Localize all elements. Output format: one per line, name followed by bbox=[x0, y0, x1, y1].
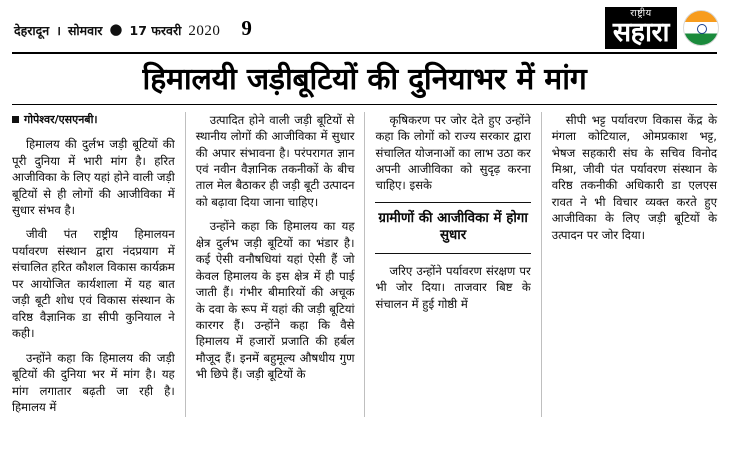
brand-block bbox=[605, 7, 677, 48]
dateline-separator: । bbox=[56, 22, 61, 38]
column-4 bbox=[541, 112, 717, 417]
bullet-square-icon bbox=[12, 116, 19, 123]
paragraph: उन्होंने कहा कि हिमालय की जड़ी बूटियों की दुनिया भर में मांग है। यह मांग लगातार बढ़ती जा रही है। हिमालय में bbox=[12, 350, 175, 414]
column-1 bbox=[12, 112, 185, 417]
india-flag-icon bbox=[683, 10, 719, 46]
pull-quote: ग्रामीणों की आजीविका में होगा सुधार bbox=[375, 202, 530, 254]
paragraph: उन्होंने कहा कि हिमालय का यह क्षेत्र दुर्लभ जड़ी बूटियों का भंडार है। कई ऐसी वनौषधियां यहां ऐसी हैं जो केवल हिमालय के इस क्षेत्र में ही पाई जाती हैं। गंभीर बीमारियों की अचूक के दवा के रूप में यहां की जड़ी बूटियां कारगर हैं। उन्होंने कहा कि वैसे हिमालय में हजारों प्रजाति की हर्बल मौजूद हैं। इनमें बहुमूल्य औषधीय गुण भी छिपे हैं। जड़ी बूटियों के bbox=[195, 219, 355, 382]
dateline-date: 17 फरवरी bbox=[129, 22, 182, 38]
page-title: हिमालयी जड़ीबूटियों की दुनियाभर में मांग bbox=[142, 62, 587, 97]
page-number: 9 bbox=[241, 15, 252, 40]
dateline bbox=[14, 16, 252, 41]
paragraph: हिमालय की दुर्लभ जड़ी बूटियों की पूरी दुनिया में भारी मांग है। हरित आजीविका के लिए यहां होने वाली जड़ी बूटियों से ही लोगों की आजीविका में सुधार संभव है। bbox=[12, 137, 175, 218]
byline bbox=[12, 112, 175, 128]
brand-name: सहारा bbox=[612, 16, 669, 48]
article-body bbox=[0, 105, 729, 425]
dateline-city: देहरादून bbox=[14, 22, 50, 38]
paragraph: जरिए उन्होंने पर्यावरण संरक्षण पर भी जोर दिया। ताजवार बिष्ट के संचालन में हुई गोष्ठी में bbox=[375, 263, 531, 311]
column-2 bbox=[185, 112, 365, 417]
brand-logo bbox=[605, 7, 719, 48]
column-3 bbox=[364, 112, 540, 417]
brand-small-text: राष्ट्रीय bbox=[630, 8, 652, 20]
masthead bbox=[0, 0, 729, 52]
byline-text: गोपेश्वर/एसएनबी। bbox=[24, 112, 98, 126]
paragraph: उत्पादित होने वाली जड़ी बूटियों से स्थानीय लोगों की आजीविका में सुधार की अपार संभावना है। परंपरागत ज्ञान एवं नवीन वैज्ञानिक तकनीकों के बीच ताल मेल बैठाकर ही जड़ी बूटी उत्पादन को बढ़ावा दिया जाना चाहिए। bbox=[195, 112, 355, 209]
dateline-day: सोमवार bbox=[67, 22, 103, 38]
paragraph: जीवी पंत राष्ट्रीय हिमालयन पर्यावरण संस्थान द्वारा नंदप्रयाग में संचालित हरित कौशल विकास कार्यक्रम पर आयोजित कार्यशाला में यह बात जड़ी बूटी शोध एवं विकास संस्थान के वरिष्ठ वैज्ञानिक डा सीपी कुनियाल ने कही। bbox=[12, 227, 175, 341]
paragraph: सीपी भट्ट पर्यावरण विकास केंद्र के मंगला कोटियाल, ओमप्रकाश भट्ट, भेषज सहकारी संघ के सचिव विनोद मिश्रा, जीवी पंत पर्यावरण संस्थान के वरिष्ठ तकनीकी अधिकारी डा एलएस रावत ने भी विचार व्यक्त करते हुए आजीविका के लिए जड़ी बूटियों के उत्पादन पर जोर दिया। bbox=[551, 112, 717, 242]
dateline-year: 2020 bbox=[188, 22, 221, 39]
paragraph: कृषिकरण पर जोर देते हुए उन्होंने कहा कि लोगों को राज्य सरकार द्वारा संचालित योजनाओं का लाभ उठा कर अपनी आजीविका को सुदृढ़ करना चाहिए। इसके bbox=[375, 112, 531, 193]
dateline-bullet-icon: ● bbox=[109, 19, 123, 38]
